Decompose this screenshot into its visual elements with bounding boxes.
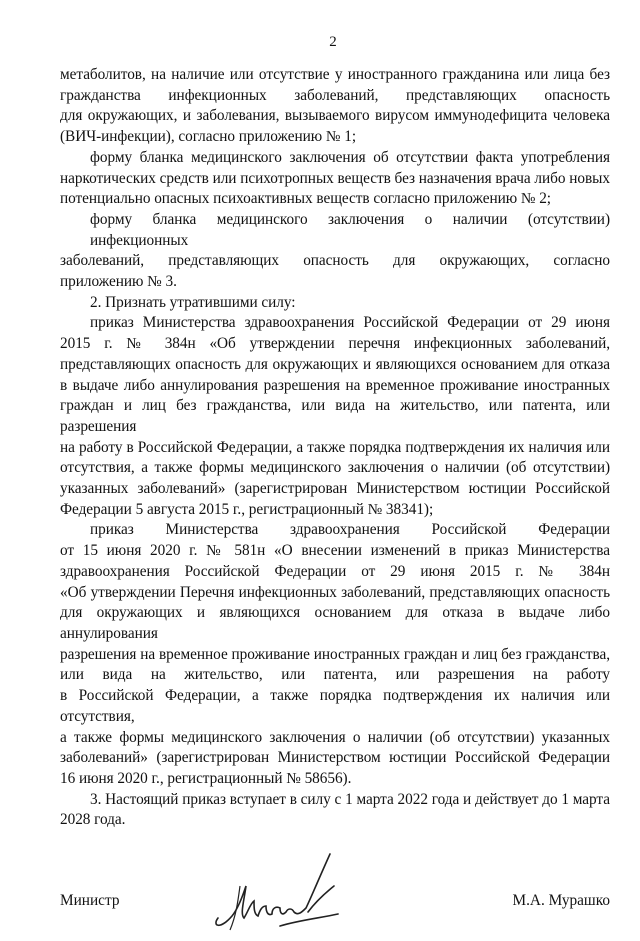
paragraph <box>60 520 610 789</box>
text-line: представляющих опасность для окружающих и являющихся основанием для отказа <box>60 355 610 373</box>
text-line: для окружающих, и заболевания, вызываемого вирусом иммунодефицита человека <box>60 107 610 125</box>
text-line: для окружающих и являющихся основанием для отказа в выдаче либо аннулирования <box>60 604 610 642</box>
paragraph <box>60 210 610 293</box>
text-line: гражданства инфекционных заболеваний, представляющих опасность <box>60 86 610 104</box>
paragraph <box>60 65 610 148</box>
signatory-title: Министр <box>60 892 120 910</box>
text-line: 16 июня 2020 г., регистрационный № 58656). <box>60 769 352 787</box>
text-line: заболеваний» (зарегистрирован Министерством юстиции Российской Федерации <box>60 749 610 767</box>
text-line: приказ Министерства здравоохранения Российской Федерации <box>90 521 610 539</box>
paragraph <box>60 293 610 314</box>
text-line: 2028 года. <box>60 811 126 829</box>
paragraph <box>60 148 610 210</box>
text-line: в выдаче либо аннулирования разрешения на временное проживание иностранных <box>60 376 610 394</box>
text-line: отсутствия, а также формы медицинского заключения о наличии (об отсутствии) <box>60 459 610 477</box>
text-line: 3. Настоящий приказ вступает в силу с 1 марта 2022 года и действует до 1 марта <box>90 790 610 808</box>
text-line: Федерации 5 августа 2015 г., регистрационный № 38341); <box>60 500 434 518</box>
text-line: наркотических средств или психотропных веществ без назначения врача либо новых <box>60 169 610 187</box>
text-line: приложению № 3. <box>60 273 177 291</box>
signatory-name: М.А. Мурашко <box>512 892 610 910</box>
text-line: в Российской Федерации, а также порядка подтверждения их наличия или отсутствия, <box>60 687 610 725</box>
text-line: (ВИЧ-инфекции), согласно приложению № 1; <box>60 128 357 146</box>
text-line: «Об утверждении Перечня инфекционных заболеваний, представляющих опасность <box>60 583 610 601</box>
text-line: потенциально опасных психоактивных веществ согласно приложению № 2; <box>60 190 552 208</box>
text-line: приказ Министерства здравоохранения Российской Федерации от 29 июня <box>90 314 610 332</box>
paragraph <box>60 313 610 520</box>
handwritten-signature <box>210 846 360 936</box>
text-line: на работу в Российской Федерации, а также порядка подтверждения их наличия или <box>60 438 610 456</box>
text-line: или вида на жительство, или патента, или разрешения на работу <box>60 666 610 684</box>
signature-block <box>60 841 610 941</box>
text-line: а также формы медицинского заключения о наличии (об отсутствии) указанных <box>60 728 610 746</box>
text-line: форму бланка медицинского заключения о наличии (отсутствии) инфекционных <box>90 210 610 249</box>
text-line: от 15 июня 2020 г. № 581н «О внесении изменений в приказ Министерства <box>60 542 610 560</box>
text-line: граждан и лиц без гражданства, или вида на жительство, или патента, или разрешения <box>60 397 610 435</box>
text-line: разрешения на временное проживание иностранных граждан и лиц без гражданства, <box>60 645 610 663</box>
text-line: форму бланка медицинского заключения об отсутствии факта употребления <box>90 148 610 166</box>
text-line: метаболитов, на наличие или отсутствие у иностранного гражданина или лица без <box>60 66 610 83</box>
text-line: 2. Признать утратившими силу: <box>90 293 296 311</box>
text-line: указанных заболеваний» (зарегистрирован Министерством юстиции Российской <box>60 480 610 498</box>
document-body <box>60 65 610 831</box>
text-line: заболеваний, представляющих опасность для окружающих, согласно <box>60 252 610 270</box>
text-line: здравоохранения Российской Федерации от 29 июня 2015 г. № 384н <box>60 562 610 580</box>
paragraph <box>60 790 610 831</box>
text-line: 2015 г. № 384н «Об утверждении перечня инфекционных заболеваний, <box>60 335 610 353</box>
page-number: 2 <box>329 34 337 50</box>
